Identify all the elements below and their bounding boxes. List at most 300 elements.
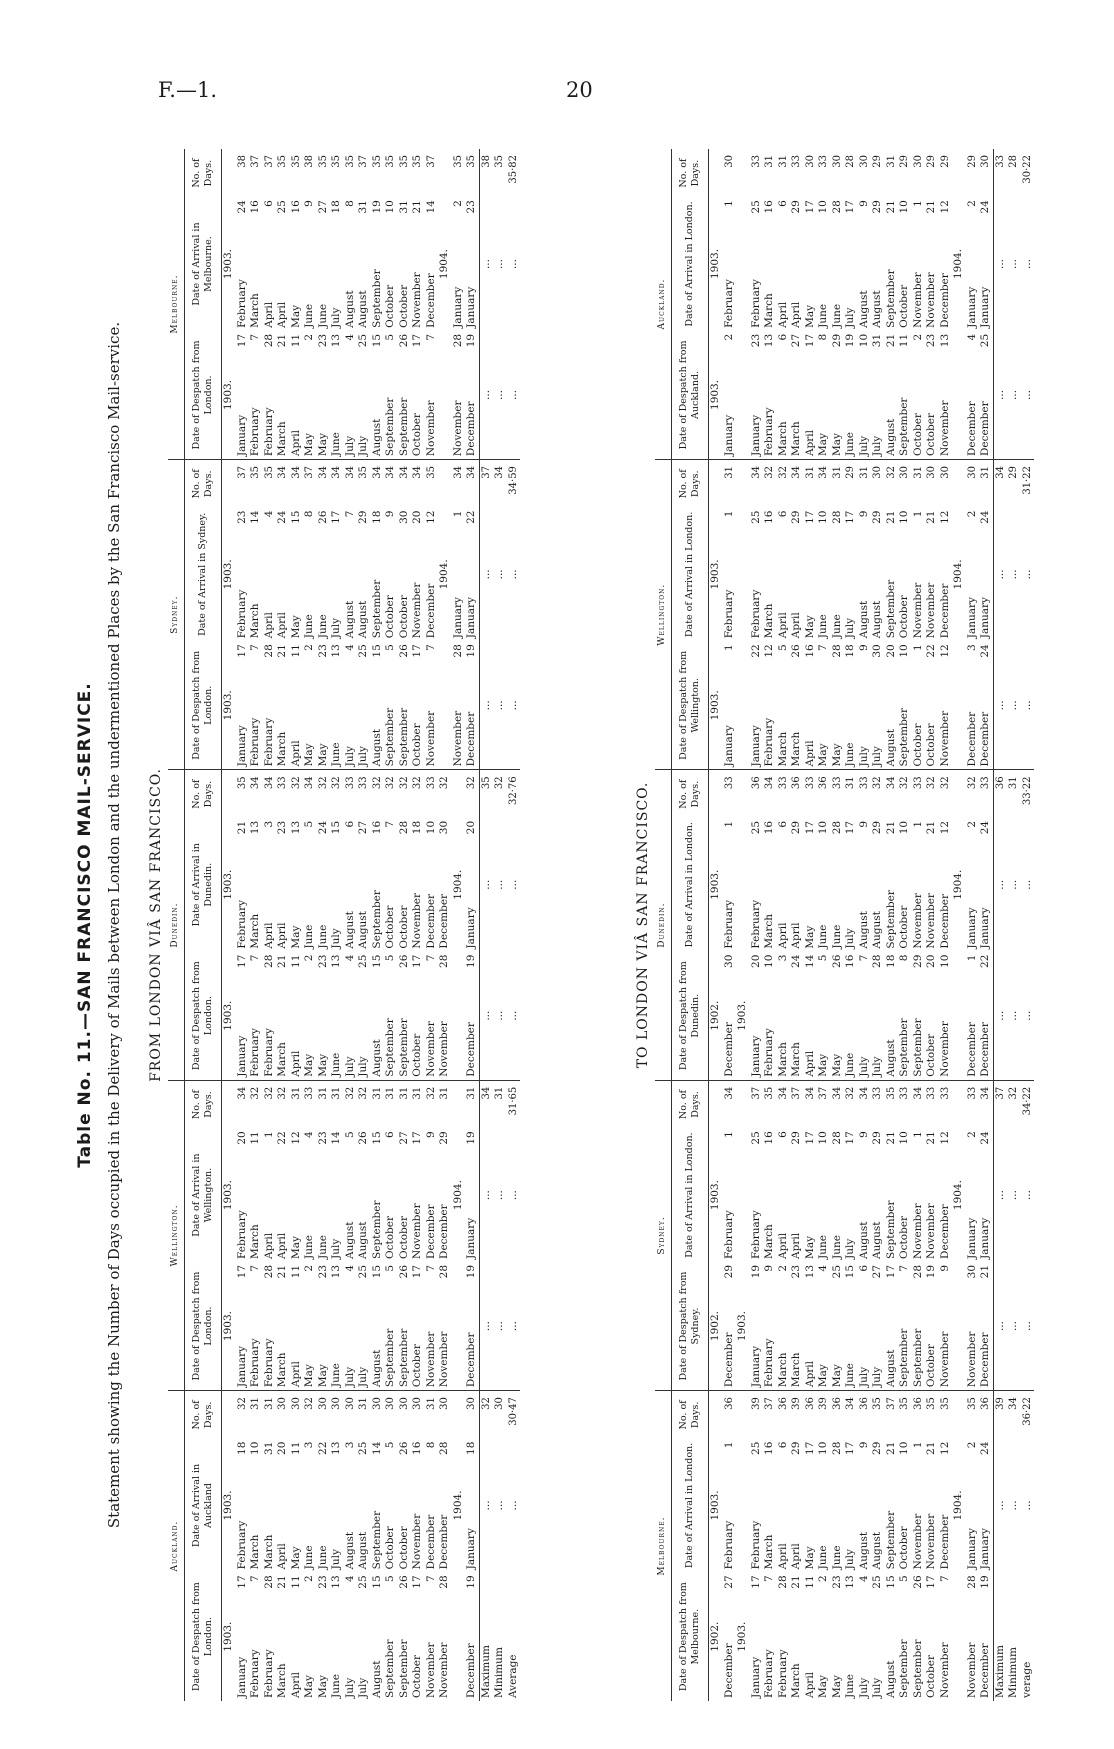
days-value: 35 [764,1086,775,1100]
despatch-month: March [777,664,791,770]
despatch-month: November [425,664,439,770]
despatch-month: 1902. [709,952,723,1081]
arrival-day: 17 [844,1131,856,1145]
summary-ellipsis: ... [993,1262,1007,1391]
arrival-day: 29 [790,1131,802,1145]
despatch-month [736,664,750,770]
despatch-day: 13 [844,1575,856,1589]
days-value: 34 [750,466,762,479]
days-value: 31 [980,466,991,479]
arrival-month: March [763,603,775,639]
despatch-month: November [425,1285,439,1391]
arrival-month: April [276,1543,288,1570]
days-value: 35 [371,155,383,168]
days-value [736,149,750,197]
arrival-month: January [979,1528,991,1570]
days-value: 33 [425,776,437,790]
days-value: 33 [926,1086,937,1100]
arrival-day: 11 [249,1131,261,1145]
days-value: 33 [912,776,924,790]
despatch-day: 3 [965,644,978,651]
days-value: 32 [317,776,329,790]
despatch-day: 22 [749,644,762,658]
days-value: 32 [872,776,883,790]
despatch-month: September [912,1285,926,1391]
despatch-month: May [316,1675,329,1698]
days-value: 29 [926,155,937,168]
days-value: 30 [290,1397,302,1410]
arrival-day: 25 [749,1131,762,1145]
days-value: 34 [804,1086,816,1100]
despatch-month: February [249,1649,261,1698]
arrival-day: 10 [898,1131,910,1145]
despatch-month: December [465,974,479,1080]
despatch-day: 15 [370,644,383,658]
days-value: 32 [425,1086,437,1100]
arrival-month: 1903. [709,1490,721,1521]
despatch-day: 14 [803,954,816,968]
despatch-month: March [276,1663,288,1698]
despatch-month: June [330,1674,342,1698]
despatch-day: 21 [979,1264,991,1279]
despatch-header: Date of Despatch from London. [185,1262,222,1391]
despatch-month: June [844,1674,856,1698]
despatch-month [736,354,750,460]
days-value: 34 [317,466,329,479]
days-value [709,1391,723,1439]
despatch-month: September [898,974,912,1080]
arrival-day: 28 [397,820,410,835]
days-value: 37 [750,1086,762,1100]
arrival-month: August [871,1531,883,1570]
arrival-month: 1903. [709,1180,721,1211]
summary-maximum-value: 36 [993,770,1007,818]
place-header-dunedin: Dunedin. [655,770,672,1080]
despatch-day: 4 [343,1575,356,1583]
days-header: No. of Days. [672,1080,709,1128]
despatch-month: 1902. [709,1262,723,1391]
arrival-month: December [424,1204,437,1259]
arrival-day: 10 [898,820,910,835]
arrival-month: October [898,1215,910,1259]
days-value: 33 [831,776,843,790]
table-row [384,149,398,1701]
days-value: 35 [331,155,342,168]
arrival-month: February [722,1520,735,1570]
arrival-day: 1 [722,820,735,828]
arrival-day [736,197,750,220]
arrival-month: December [438,1514,450,1570]
arrival-day: 31 [357,200,369,214]
despatch-day: 28 [451,333,464,348]
despatch-day: 24 [979,644,991,658]
table-row [858,149,872,1701]
arrival-month: May [803,304,816,328]
days-value: 34 [304,776,315,790]
days-value: 31 [317,1086,329,1100]
arrival-month: November [411,272,423,328]
arrival-month: April [776,301,789,328]
arrival-month: September [884,269,897,328]
despatch-month [452,974,466,1080]
arrival-month: 1903. [222,559,234,590]
arrival-day [736,508,750,531]
arrival-month: December [938,583,951,639]
despatch-month: October [925,1285,939,1391]
table-row [263,149,277,1701]
arrival-month: December [938,893,951,949]
arrival-day: 25 [749,820,762,835]
arrival-month: July [330,617,342,639]
arrival-day: 6 [343,820,356,828]
arrival-month: March [249,603,261,639]
arrival-day: 8 [303,510,315,518]
despatch-month: May [303,1285,317,1391]
days-value: 31 [804,466,816,479]
days-value: 34 [236,1086,248,1100]
despatch-month: May [817,1285,831,1391]
despatch-day: 2 [303,1264,315,1272]
despatch-month: October [411,1285,425,1391]
summary-ellipsis: ... [479,331,493,460]
despatch-month: December [966,664,980,770]
arrival-header: Date of Arrival in Auckland [185,1439,222,1573]
arrival-month: 1904. [451,1180,464,1211]
arrival-day: 29 [871,1441,883,1455]
days-value [709,1080,723,1128]
arrival-month: March [262,1534,275,1570]
days-value: 32 [385,776,396,790]
despatch-month: December [979,974,993,1080]
arrival-day: 17 [803,820,816,835]
arrival-month: August [343,1531,356,1570]
arrival-month: 1904. [952,248,964,280]
arrival-month: September [370,890,383,949]
arrival-month [736,1151,750,1262]
arrival-month: July [330,307,342,328]
despatch-day: 1 [965,954,978,962]
arrival-day: 29 [790,820,802,835]
arrival-month: February [749,589,762,639]
despatch-month: July [344,1285,358,1391]
arrival-day: 2 [965,510,978,518]
arrival-day: 1 [722,200,735,207]
summary-ellipsis: ... [1007,259,1019,270]
despatch-day: 29 [911,954,924,968]
days-value: 39 [750,1397,762,1410]
table-row [317,149,331,1701]
despatch-header: Date of Despatch from Wellington. [672,641,709,770]
despatch-day: 17 [803,333,816,348]
despatch-month [952,1285,966,1391]
despatch-month: July [343,1677,356,1698]
despatch-month: February [263,664,277,770]
despatch-day: 10 [857,333,870,348]
arrival-month: October [384,284,396,328]
despatch-month: 1903. [736,1262,750,1391]
arrival-day: 1 [451,510,464,518]
despatch-day: 4 [343,1264,356,1272]
despatch-month: September [898,1285,912,1391]
arrival-day: 16 [411,1441,423,1455]
arrival-month: November [411,1513,423,1570]
place-header-dunedin: Dunedin. [168,770,185,1080]
arrival-day: 17 [330,510,342,524]
days-value: 34 [831,1086,843,1100]
summary-maximum-value: 34 [479,1080,493,1128]
despatch-month: January [750,354,764,460]
arrival-month: August [857,1531,870,1570]
arrival-month: February [749,1520,762,1570]
despatch-day: 13 [938,333,951,348]
despatch-month: July [871,1677,883,1698]
arrival-month: May [803,1235,816,1259]
days-value: 32 [290,776,302,790]
days-value: 33 [899,1086,910,1100]
despatch-month: April [290,664,304,770]
despatch-month: February [763,354,777,460]
arrival-day: 26 [397,1441,410,1455]
arrival-month: January [979,907,991,949]
days-value: 32 [398,776,410,790]
days-header: No. of Days. [185,1080,222,1128]
despatch-day: 5 [776,644,789,651]
place-header-auckland: Auckland. [168,1391,185,1701]
arrival-month: 1904. [438,249,450,280]
summary-ellipsis: ... [993,952,1007,1081]
despatch-day: 28 [451,644,464,658]
despatch-day: 28 [262,1575,275,1589]
arrival-day: 25 [357,1441,369,1455]
days-value: 30 [980,155,991,168]
arrival-month: October [384,905,396,949]
despatch-day: 17 [411,954,423,968]
arrival-month: August [857,290,870,328]
arrival-month: June [830,924,843,949]
arrival-day: 6 [384,1131,396,1138]
days-value: 32 [885,466,897,479]
despatch-month: July [357,1285,371,1391]
despatch-day: 26 [397,954,410,968]
arrival-day: 17 [844,820,856,835]
summary-ellipsis: ... [479,1128,493,1262]
arrival-month: January [465,1217,477,1259]
arrival-header: Date of Arrival in Wellington. [185,1128,222,1262]
arrival-month: December [424,893,437,949]
arrival-day: 10 [424,820,437,835]
place-header-wellington: Wellington. [655,460,672,770]
summary-ellipsis: ... [506,879,519,890]
arrival-day: 11 [289,1441,302,1455]
despatch-month: December [723,974,737,1080]
despatch-month: April [804,1285,818,1391]
summary-ellipsis: ... [993,197,1007,331]
arrival-day: 9 [857,200,870,207]
arrival-day: 8 [424,1441,437,1449]
summary-minimum-value: 31 [1008,776,1019,790]
arrival-month: 1903. [222,869,234,900]
days-value: 32 [304,1397,315,1410]
days-value: 30 [804,155,816,168]
despatch-day: 17 [235,1575,248,1589]
days-value: 30 [331,1397,342,1410]
despatch-day: 24 [790,954,802,968]
arrival-month: May [289,304,302,328]
despatch-day: 17 [884,1264,897,1279]
table-title: Table No. 11.—SAN FRANCISCO MAIL-SERVICE. [75,682,95,1168]
days-value [736,770,750,818]
summary-ellipsis: ... [1007,1262,1021,1391]
despatch-day: 28 [965,1575,978,1589]
despatch-month: January [723,664,737,770]
arrival-month: March [763,913,775,949]
arrival-month: January [965,1528,978,1570]
days-value: 30 [912,155,924,168]
despatch-header: Date of Despatch from Melbourne. [672,1572,709,1701]
despatch-month: January [235,1656,248,1698]
despatch-month: January [723,354,737,460]
despatch-month: September [384,354,398,460]
arrival-month: September [884,890,897,949]
arrival-day: 3 [262,820,275,828]
arrival-month: June [316,1235,329,1259]
days-value: 35 [344,155,356,168]
days-value: 29 [966,155,978,168]
despatch-month: September [898,1639,910,1698]
despatch-month: August [885,1285,899,1391]
days-value: 34 [845,1397,856,1410]
despatch-day: 27 [790,333,802,348]
arrival-month: July [330,1549,342,1570]
summary-maximum-value: 33 [993,149,1007,197]
despatch-month [952,664,966,770]
arrival-month: May [289,1546,302,1570]
arrival-day: 10 [898,1441,910,1455]
arrival-month: April [276,301,288,328]
despatch-month: September [398,354,412,460]
despatch-day: 15 [884,1575,897,1589]
arrival-month: October [384,1215,396,1259]
despatch-day: 19 [465,1575,477,1589]
days-value: 34 [290,466,302,479]
despatch-day: 4 [343,333,356,341]
table-row [844,149,858,1701]
despatch-month: 1903. [736,952,750,1081]
despatch-header: Date of Despatch from London. [185,641,222,770]
arrival-month: November [911,582,924,639]
summary-label: verage [1020,1661,1033,1698]
arrival-day: 17 [844,1441,856,1455]
days-value [222,460,236,508]
despatch-day: 1 [722,644,735,651]
despatch-month: December [465,1643,477,1698]
days-value: 33 [750,155,762,168]
despatch-day: 28 [262,644,275,658]
despatch-day: 4 [857,1575,870,1583]
arrival-day: 17 [844,510,856,524]
despatch-day: 7 [424,1264,437,1272]
arrival-month: April [790,612,802,639]
days-value: 31 [777,155,789,168]
despatch-day: 28 [776,1575,789,1589]
arrival-month: June [303,1235,315,1259]
arrival-day: 6 [776,820,789,828]
table-row [276,149,290,1701]
despatch-month: October [925,1655,937,1698]
summary-ellipsis: ... [1021,641,1035,770]
arrival-month: 1904. [952,1490,964,1521]
arrival-header: Date of Arrival in Sydney. [185,508,222,642]
summary-average-value: 33·22 [1021,776,1033,806]
arrival-month: February [722,279,735,328]
arrival-day: 16 [763,1441,775,1455]
arrival-day: 23 [276,820,288,835]
despatch-month: May [817,1675,829,1698]
arrival-month: February [749,899,762,949]
arrival-month: July [844,307,856,328]
despatch-month: March [276,354,290,460]
despatch-day: 17 [411,1264,423,1279]
arrival-day: 30 [438,820,450,835]
summary-ellipsis: ... [1007,1500,1019,1511]
table-row [330,149,344,1701]
despatch-month: October [925,974,939,1080]
arrival-day [736,1439,750,1462]
days-value [222,770,236,818]
summary-average-value: 34·22 [1021,1086,1033,1116]
arrival-day: 8 [343,200,356,207]
despatch-month [952,354,966,460]
arrival-day: 14 [370,1441,383,1455]
summary-ellipsis: ... [479,197,493,331]
summary-row [993,149,1007,1701]
table-row [804,149,818,1701]
despatch-day: 4 [965,333,978,341]
arrival-month: February [749,1210,762,1259]
summary-ellipsis: ... [507,641,521,770]
despatch-day: 10 [898,644,910,658]
despatch-month: October [411,1655,423,1698]
arrival-day: 14 [330,1131,342,1145]
arrival-day: 9 [857,510,870,518]
days-value: 32 [466,776,477,790]
days-value: 37 [425,155,437,168]
despatch-month: July [344,354,358,460]
despatch-month: March [276,1285,290,1391]
arrival-day: 10 [898,200,910,214]
despatch-month: August [885,974,899,1080]
arrival-day: 10 [817,200,829,214]
arrival-month: 1903. [222,1490,234,1521]
arrival-day: 5 [303,820,315,828]
days-value: 37 [358,155,369,168]
despatch-day: 19 [465,1264,477,1279]
days-value: 29 [939,155,951,168]
arrival-month: June [830,614,843,639]
arrival-month: December [938,273,951,328]
despatch-day: 19 [749,1264,762,1279]
arrival-day: 13 [330,1441,342,1455]
despatch-day: 5 [384,1575,396,1583]
arrival-month: June [303,1545,315,1570]
despatch-day [736,331,750,354]
despatch-month: May [303,354,317,460]
days-value: 36 [750,776,762,790]
despatch-day: 10 [938,954,951,968]
arrival-day: 31 [397,200,410,214]
despatch-day: 2 [911,333,924,341]
arrival-day: 12 [938,820,951,835]
